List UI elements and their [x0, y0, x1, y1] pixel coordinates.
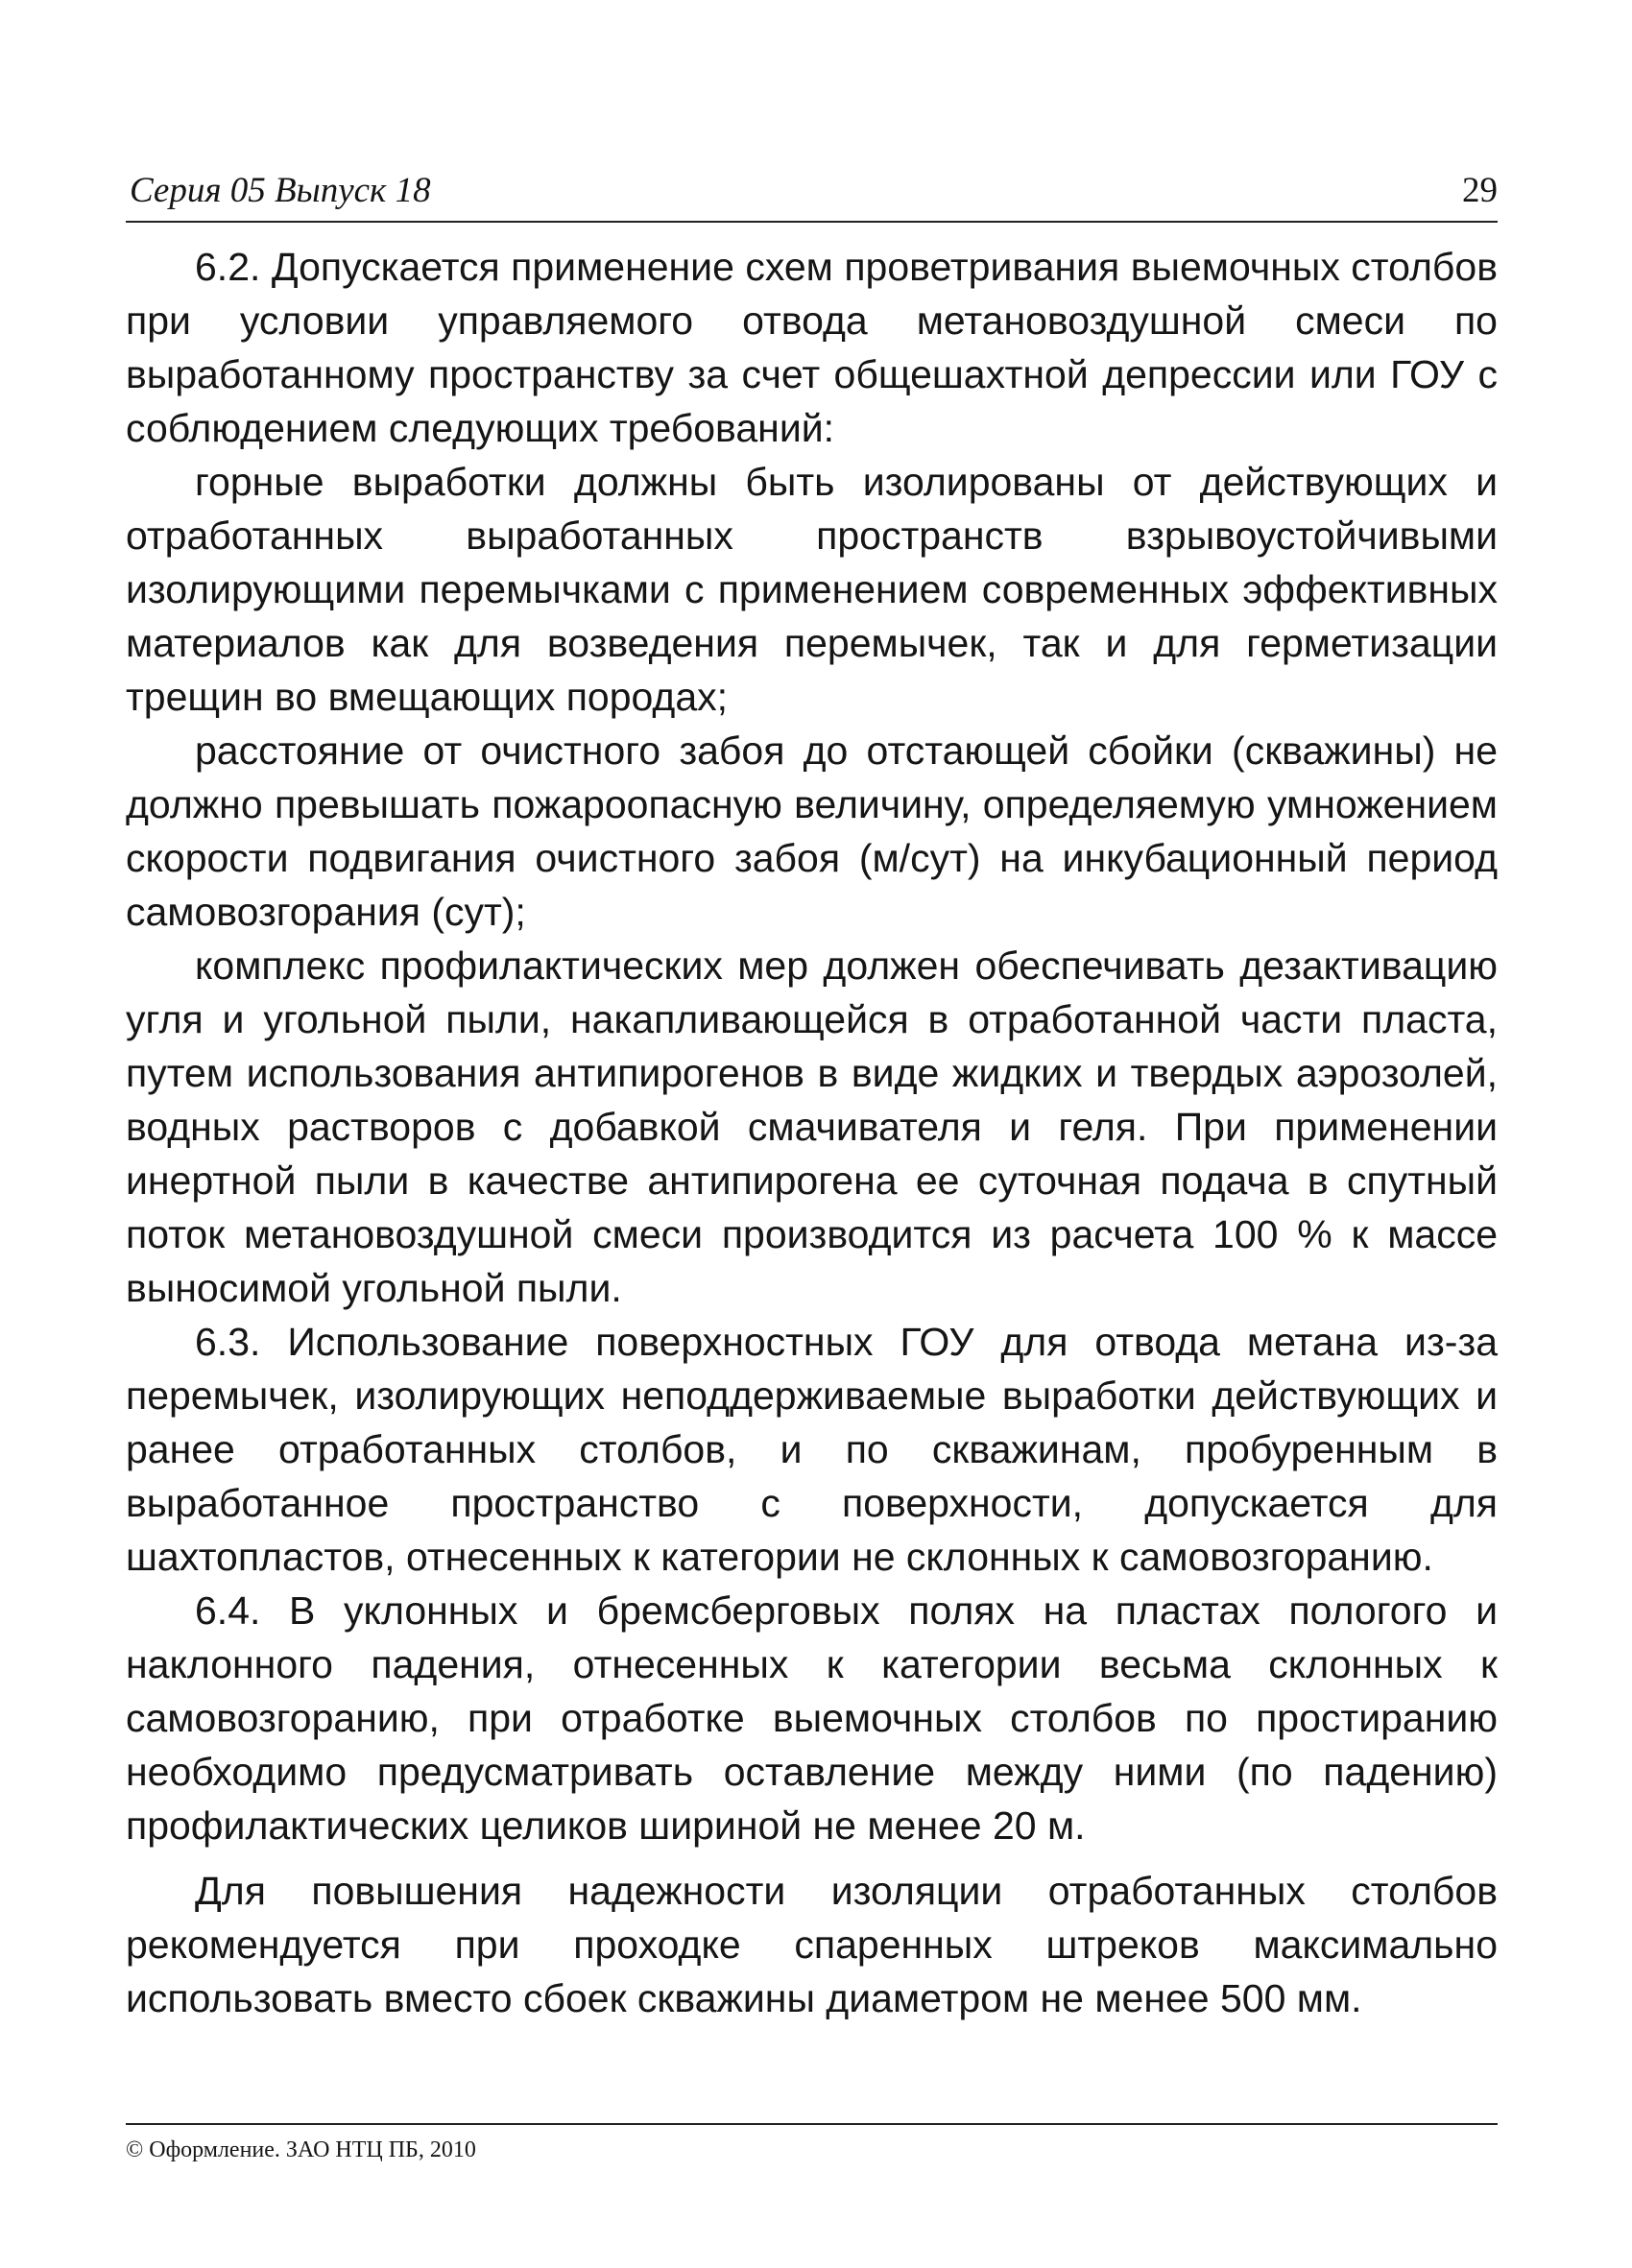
paragraph-requirement-3: комплекс профилактических мер должен обеспечивать дезактивацию угля и угольной пыли, накапливающейся в отработанной части пласта, путем использования антипирогенов в виде жидких и твердых аэрозолей, водных растворов с добавкой смачивателя и геля. При применении инертной пыли в качестве антипирогена ее суточная подача в спутный поток метановоздушной смеси производится из расчета 100 % к массе выносимой угольной пыли. [126, 943, 1498, 1310]
paragraph-requirement-2: расстояние от очистного забоя до отстающей сбойки (скважины) не должно превышать пожароопасную величину, определяемую умножением скорости подвигания очистного забоя (м/сут) на инкубационный период самовозгорания (сут); [126, 728, 1498, 934]
paragraph-6-3: 6.3. Использование поверхностных ГОУ для отвода метана из-за перемычек, изолирующих неподдерживаемые выработки действующих и ранее отработанных столбов, и по скважинам, пробуренным в выработанное пространство с поверхности, допускается для шахтопластов, отнесенных к категории не склонных к самовозгоранию. [126, 1320, 1498, 1579]
paragraph-recommendation: Для повышения надежности изоляции отработанных столбов рекомендуется при проходке спаренных штреков максимально использовать вместо сбоек скважины диаметром не менее 500 мм. [126, 1869, 1498, 2020]
series-title: Серия 05 Выпуск 18 [130, 171, 431, 210]
paragraph-6-2: 6.2. Допускается применение схем проветривания выемочных столбов при условии управляемого отвода метановоздушной смеси по выработанному пространству за счет общешахтной депрессии или ГОУ с соблюдением следующих требований: [126, 245, 1498, 450]
page-number: 29 [1462, 171, 1498, 210]
paragraph-requirement-1: горные выработки должны быть изолированы от действующих и отработанных выработанных пространств взрывоустойчивыми изолирующими перемычками с применением современных эффективных материалов как для возведения перемычек, так и для герметизации трещин во вмещающих породах; [126, 460, 1498, 719]
page-header [126, 161, 1498, 223]
copyright-text: © Оформление. ЗАО НТЦ ПБ, 2010 [126, 2137, 476, 2162]
document-body [126, 240, 1498, 2025]
paragraph-6-4: 6.4. В уклонных и бремсберговых полях на пластах пологого и наклонного падения, отнесенных к категории весьма склонных к самовозгоранию, при отработке выемочных столбов по простиранию необходимо предусматривать оставление между ними (по падению) профилактических целиков шириной не менее 20 м. [126, 1588, 1498, 1848]
page-footer [126, 2123, 1498, 2165]
